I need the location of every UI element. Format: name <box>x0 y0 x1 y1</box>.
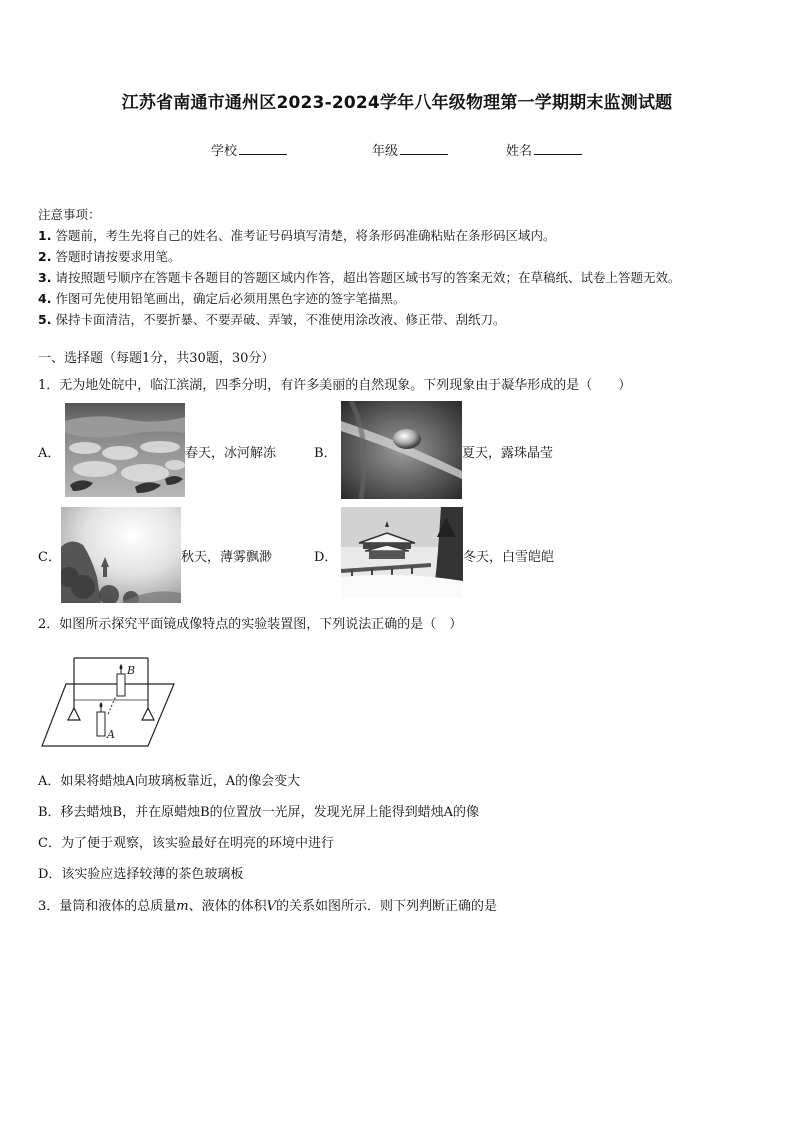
plane-mirror-apparatus-figure <box>40 652 180 750</box>
option-d-label: D． <box>314 550 338 565</box>
option-a-text: 春天，冰河解冻 <box>185 446 277 461</box>
candle-b-label: B <box>127 664 136 677</box>
ice-river-photo <box>65 403 185 497</box>
dew-drop-photo <box>341 401 462 499</box>
name-field <box>506 140 582 159</box>
note-item: 5. 保持卡面清洁，不要折暴、不要弄破、弄皱，不准使用涂改液、修正带、刮纸刀。 <box>38 312 506 327</box>
question-2-option-c: C．为了便于观察，该实验最好在明亮的环境中进行 <box>38 836 334 851</box>
page-title: 江苏省南通市通州区2023-2024学年八年级物理第一学期期末监测试题 <box>121 93 673 113</box>
note-item: 1. 答题前，考生先将自己的姓名、准考证号码填写清楚，将条形码准确粘贴在条形码区域内。 <box>38 228 556 243</box>
question-2-option-d: D．该实验应选择较薄的茶色玻璃板 <box>38 867 244 882</box>
question-2-option-a: A．如果将蜡烛A向玻璃板靠近，A的像会变大 <box>38 774 301 789</box>
question-2-option-b: B．移去蜡烛B，并在原蜡烛B的位置放一光屏，发现光屏上能得到蜡烛A的像 <box>38 805 480 820</box>
note-item: 3. 请按照题号顺序在答题卡各题目的答题区域内作答，超出答题区域书写的答案无效；在草稿纸、试卷上答题无效。 <box>38 270 681 285</box>
notes-heading: 注意事项： <box>38 207 101 222</box>
question-3-stem: 3．量筒和液体的总质量m、液体的体积V的关系如图所示．则下列判断正确的是 <box>38 899 498 914</box>
option-c-text: 秋天，薄雾飘渺 <box>181 550 273 565</box>
grade-label: 年级 <box>372 144 399 159</box>
school-field <box>211 140 287 159</box>
fog-pagoda-photo <box>61 507 181 603</box>
name-label: 姓名 <box>506 144 533 159</box>
school-blank[interactable] <box>239 142 287 155</box>
option-c-label: C． <box>38 550 61 565</box>
section-heading: 一、选择题（每题1分，共30题，30分） <box>38 351 275 366</box>
notes-block <box>38 204 680 330</box>
school-label: 学校 <box>211 144 238 159</box>
grade-blank[interactable] <box>400 142 448 155</box>
candle-a-label: A <box>107 728 115 741</box>
grade-field <box>372 140 448 159</box>
question-1-stem: 1．无为地处皖中，临江滨湖，四季分明，有许多美丽的自然现象。下列现象由于凝华形成的是（ ） <box>38 378 632 393</box>
question-2-stem: 2．如图所示探究平面镜成像特点的实验装置图，下列说法正确的是（ ） <box>38 617 463 632</box>
note-item: 2. 答题时请按要求用笔。 <box>38 249 181 264</box>
option-b-label: B． <box>314 446 337 461</box>
option-a-label: A． <box>38 446 61 461</box>
name-blank[interactable] <box>534 142 582 155</box>
note-item: 4. 作图可先使用铅笔画出，确定后必须用黑色字迹的签字笔描黑。 <box>38 291 406 306</box>
option-d-text: 冬天，白雪皑皑 <box>463 550 555 565</box>
option-b-text: 夏天，露珠晶莹 <box>462 446 554 461</box>
snow-temple-photo <box>341 507 463 598</box>
